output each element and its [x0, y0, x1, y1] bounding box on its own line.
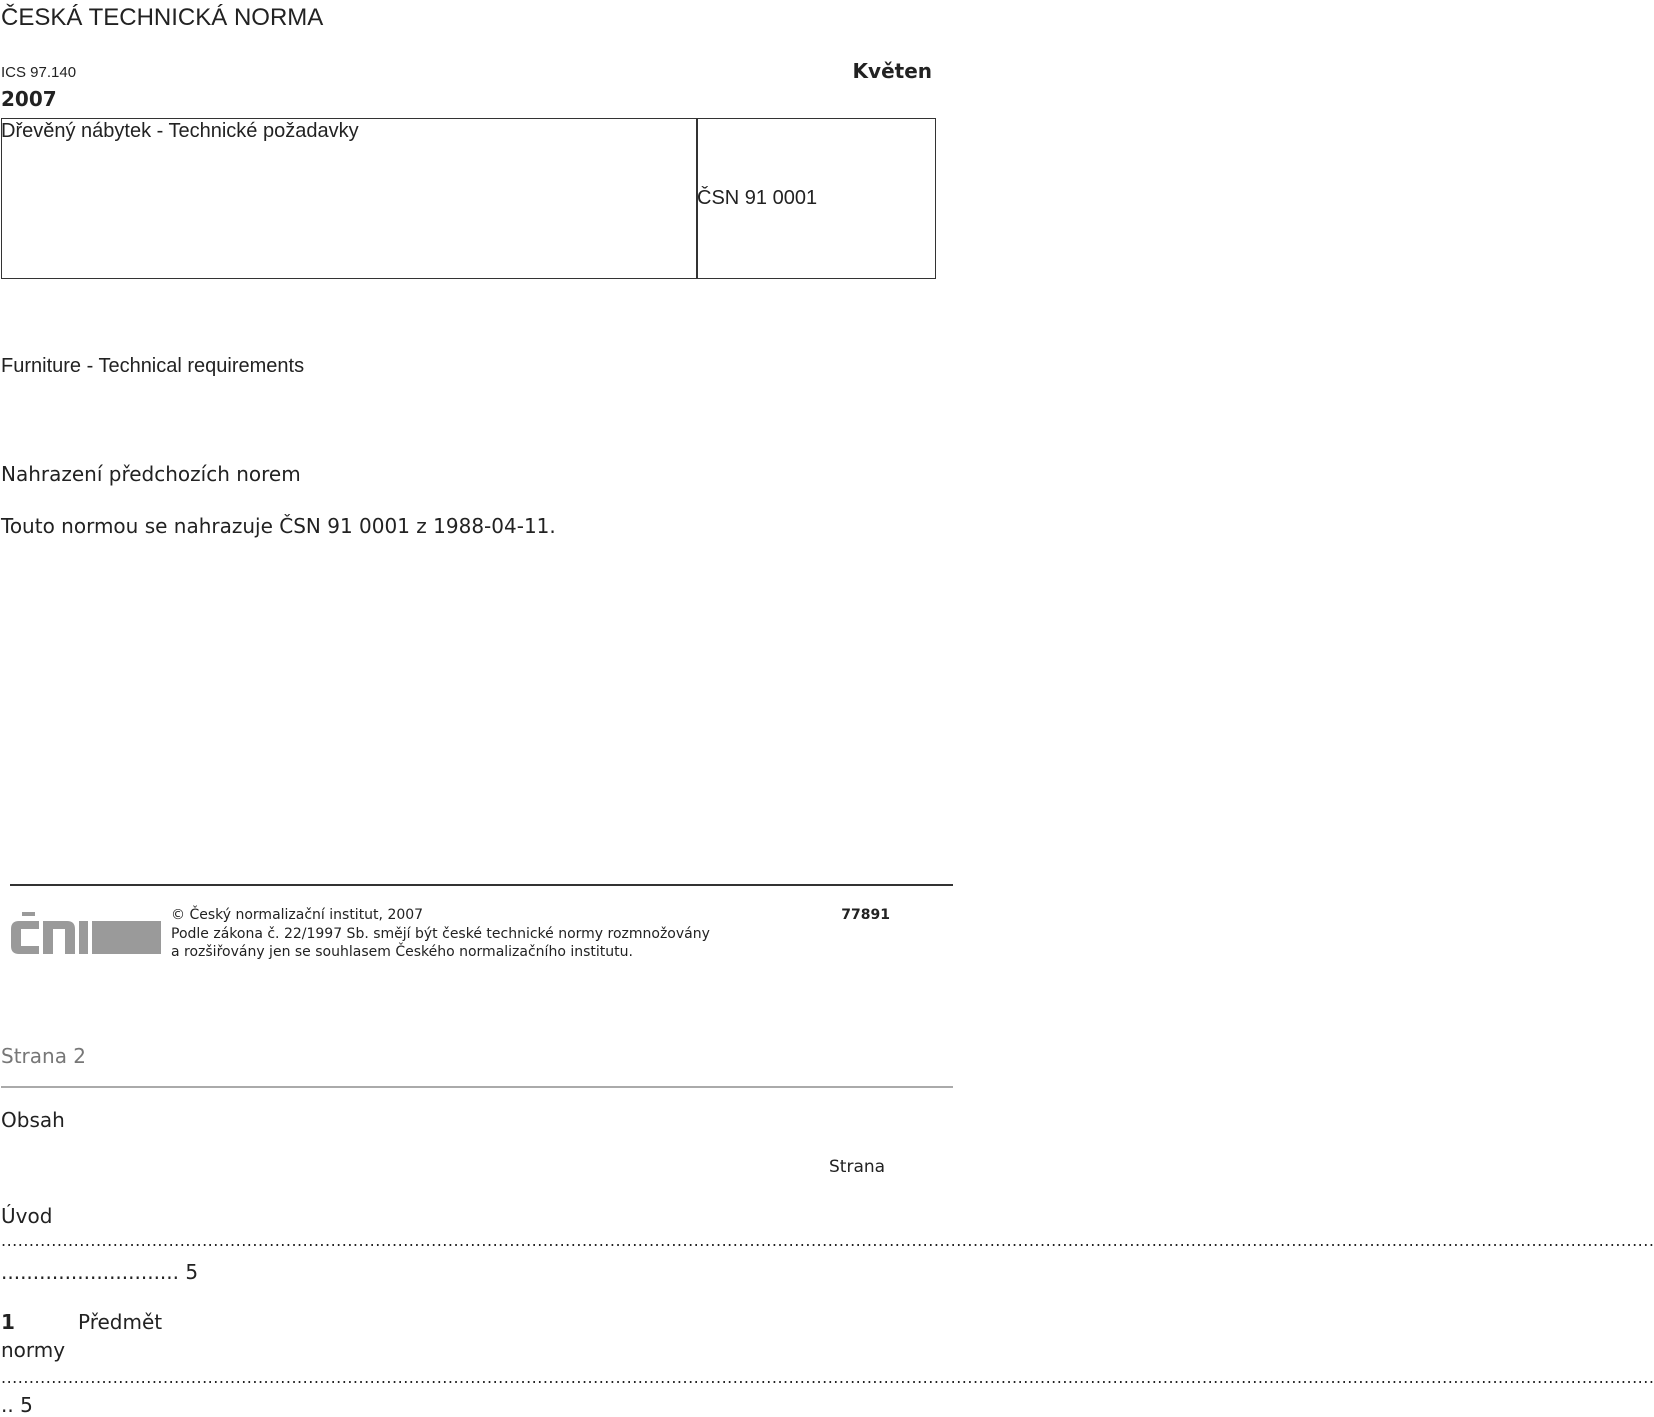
title-czech: Dřevěný nábytek - Technické požadavky [1, 120, 359, 142]
toc-item-title[interactable]: Předmět [78, 1310, 163, 1334]
toc-item-page[interactable]: ............................ 5 [1, 1260, 199, 1284]
toc-item-page[interactable]: .. 5 [1, 1393, 33, 1417]
title-english: Furniture - Technical requirements [1, 355, 305, 377]
ics-code: ICS 97.140 [1, 64, 77, 81]
toc-item-title[interactable]: Úvod [1, 1204, 53, 1228]
law-notice-line-2: a rozšiřovány jen se souhlasem Českého normalizačního institutu. [171, 944, 633, 960]
page-column-label: Strana [829, 1157, 886, 1177]
issue-month: Květen [852, 59, 932, 83]
contents-heading: Obsah [1, 1108, 65, 1132]
toc-item-number: 1 [1, 1310, 15, 1334]
footer-rule [10, 884, 953, 886]
toc-item-leader: ........................................................................................................................................................................................................................................................................................................ [1, 1368, 1654, 1387]
replacement-heading: Nahrazení předchozích norem [1, 462, 301, 486]
document-number: 77891 [841, 907, 890, 923]
standard-code: ČSN 91 0001 [697, 187, 818, 209]
toc-item-title-continued[interactable]: normy [1, 1338, 66, 1362]
cni-logo-icon [9, 910, 163, 958]
page-label: Strana 2 [1, 1044, 87, 1068]
law-notice-line-1: Podle zákona č. 22/1997 Sb. smějí být české technické normy rozmnožovány [171, 926, 710, 942]
norm-title: ČESKÁ TECHNICKÁ NORMA [1, 4, 324, 31]
issue-year: 2007 [1, 87, 57, 111]
page-rule [1, 1086, 953, 1088]
replacement-text: Touto normou se nahrazuje ČSN 91 0001 z 1988-04-11. [1, 514, 556, 538]
copyright-line: © Český normalizační institut, 2007 [171, 907, 424, 923]
toc-item-leader: ........................................................................................................................................................................................................................................................................................................ [1, 1231, 1654, 1250]
